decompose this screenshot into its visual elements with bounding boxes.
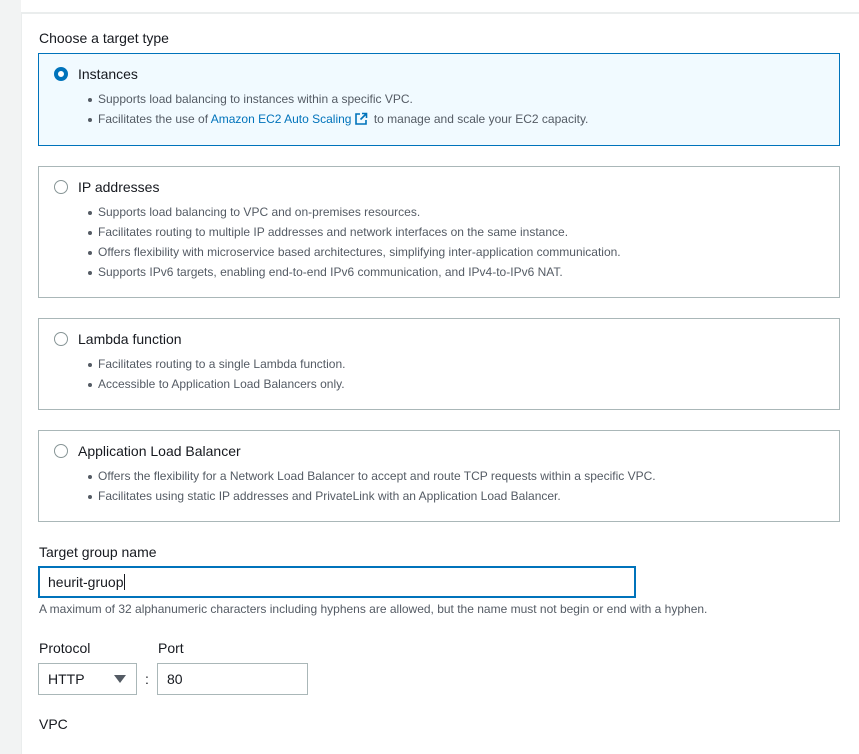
bullet-item: Offers the flexibility for a Network Load Balancer to accept and route TCP requests within a specific VPC. — [98, 466, 656, 486]
protocol-select[interactable] — [38, 663, 137, 695]
tile-title-ip-addresses: IP addresses — [78, 179, 160, 195]
text-caret — [124, 574, 125, 590]
radio-lambda-function[interactable] — [54, 332, 68, 346]
tile-bullets-instances — [98, 89, 588, 129]
ec2-auto-scaling-link[interactable]: Amazon EC2 Auto Scaling — [210, 112, 352, 126]
target-group-name-hint: A maximum of 32 alphanumeric characters including hyphens are allowed, but the name must not begin or end with a hyphen. — [39, 602, 708, 616]
port-label: Port — [158, 640, 184, 656]
radio-application-load-balancer[interactable] — [54, 444, 68, 458]
tile-ip-addresses[interactable] — [38, 166, 840, 298]
bullet-item: Facilitates using static IP addresses and PrivateLink with an Application Load Balancer. — [98, 486, 656, 506]
bullet-item: Supports IPv6 targets, enabling end-to-end IPv6 communication, and IPv4-to-IPv6 NAT. — [98, 262, 621, 282]
port-value: 80 — [167, 671, 183, 687]
bullet-item: Accessible to Application Load Balancers only. — [98, 374, 345, 394]
port-input[interactable] — [157, 663, 308, 695]
bullet-item: Offers flexibility with microservice based architectures, simplifying inter-application communication. — [98, 242, 621, 262]
tile-title-application-load-balancer: Application Load Balancer — [78, 443, 241, 459]
tile-bullets-ip-addresses — [98, 202, 621, 282]
tile-bullets-application-load-balancer — [98, 466, 656, 506]
bullet-item: Supports load balancing to VPC and on-premises resources. — [98, 202, 621, 222]
protocol-port-separator: : — [145, 671, 149, 687]
target-group-name-input[interactable] — [38, 566, 636, 598]
bullet-prefix: Facilitates the use of — [98, 112, 211, 126]
bullet-item — [98, 109, 588, 129]
target-group-name-label: Target group name — [39, 544, 157, 560]
tile-lambda-function[interactable] — [38, 318, 840, 410]
bullet-suffix: to manage and scale your EC2 capacity. — [370, 112, 589, 126]
radio-instances[interactable] — [54, 67, 68, 81]
external-link-icon[interactable] — [354, 112, 368, 132]
target-type-heading: Choose a target type — [39, 30, 169, 46]
protocol-value: HTTP — [48, 671, 85, 687]
bullet-item: Supports load balancing to instances within a specific VPC. — [98, 89, 588, 109]
vpc-label: VPC — [39, 716, 68, 732]
bullet-item: Facilitates routing to multiple IP addresses and network interfaces on the same instance. — [98, 222, 621, 242]
top-strip — [21, 0, 859, 13]
bullet-item: Facilitates routing to a single Lambda function. — [98, 354, 345, 374]
tile-instances[interactable] — [38, 53, 840, 146]
caret-down-icon — [114, 675, 126, 683]
radio-ip-addresses[interactable] — [54, 180, 68, 194]
tile-bullets-lambda-function — [98, 354, 345, 394]
tile-title-instances: Instances — [78, 66, 138, 82]
target-group-name-value: heurit-gruop — [48, 574, 124, 590]
tile-application-load-balancer[interactable] — [38, 430, 840, 522]
protocol-label: Protocol — [39, 640, 91, 656]
tile-title-lambda-function: Lambda function — [78, 331, 182, 347]
